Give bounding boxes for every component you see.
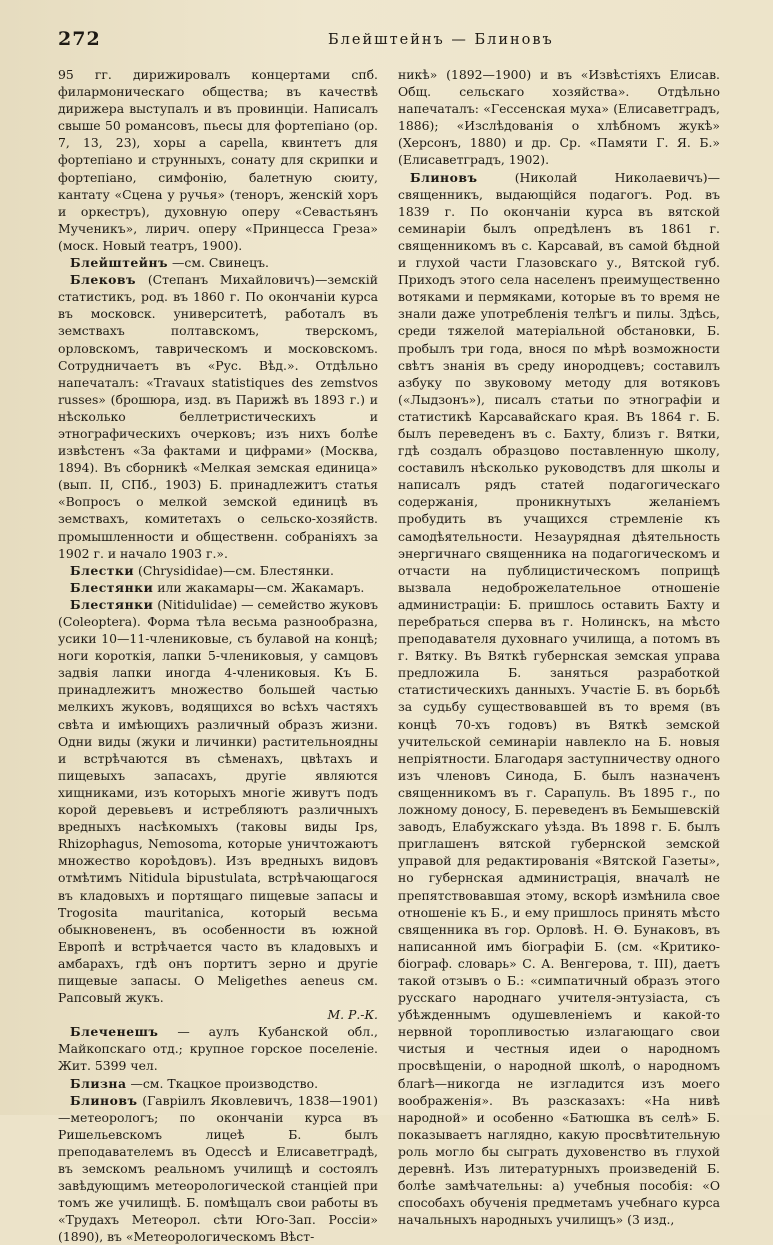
entry-body: (Nitidulidae) — семейство жуковъ (Coleoptera). Форма тѣла весьма разнообразна, усики 10—11-члениковые, съ булавой на концѣ; ноги короткія, лапки 5-члениковыя, у самцовъ задвія лапки иногда 4-члениковыя. Къ Б. принадлежитъ множество большей частью мелкихъ жуковъ, водящихся во всѣхъ частяхъ свѣта и имѣющихъ различный образъ жизни. Одни виды (жуки и личинки) растительноядны и встрѣчаются въ сѣменахъ, цвѣтахъ и пищевыхъ запасахъ, другіе являются хищниками, изъ которыхъ многіе живутъ подъ корой деревьевъ и истребляютъ различныхъ вредныхъ насѣкомыхъ (таковы виды Ips, Rhizophagus, Nemosoma, которые уничтожаютъ множество короѣдовъ). Изъ вредныхъ видовъ отмѣтимъ Nitidula bipustulata, встрѣчающагося въ кладовыхъ и портящаго пищевые запасы и Trogosita mauritanica, который весьма обыкновененъ, въ особенности въ южной Европѣ и встрѣчается часто въ кладовыхъ и амбарахъ, гдѣ онъ портитъ зерно и другіе пищевые запасы. О Meligethes aeneus см. Рапсовый жукъ. xyxy=(58,596,378,1006)
entry-body: (Chrysididae)—см. Блестянки. xyxy=(134,562,334,578)
dictionary-entry xyxy=(58,271,378,562)
page-header xyxy=(58,28,713,56)
entry-body: —см. Свинецъ. xyxy=(168,255,269,271)
entry-body: или жакамары—см. Жакамаръ. xyxy=(153,579,365,595)
left-column xyxy=(58,66,378,1245)
entry-headword: Близна xyxy=(70,1075,127,1091)
entry-headword: Блеченешъ xyxy=(70,1024,159,1040)
running-head: Блейштейнъ — Блиновъ xyxy=(328,32,554,48)
entry-continuation: 95 гг. дирижировалъ концертами спб. филармоническаго общества; въ качествѣ дирижера выступалъ и въ провинціи. Написалъ свыше 50 романсовъ, пьесы для фортепіано (ор. 7, 13, 23), хоры а capella, квинтетъ для фортепіано и струнныхъ, сонату для скрипки и фортепіано, симфонію, балетную сюиту, кантату «Сцена у ручья» (теноръ, женскій хоръ и оркестръ), духовную оперу «Севастьянъ Мученикъ», лирич. оперу «Принцесса Греза» (моск. Новый театръ, 1900). xyxy=(58,67,378,253)
entry-body: (Степанъ Михайловичъ)—земскій статистикъ, род. въ 1860 г. По окончаніи курса въ московск. университетѣ, работалъ въ земствахъ полтавскомъ, тверскомъ, орловскомъ, таврическомъ и московскомъ. Сотрудничаетъ въ «Рус. Вѣд.». Отдѣльно напечаталъ: «Travaux statistiques des zemstvos russes» (брошюра, изд. въ Парижѣ въ 1893 г.) и нѣсколько беллетристическихъ и этнографическихъ очерковъ; изъ нихъ болѣе извѣстенъ «За фактами и цифрами» (Москва, 1894). Въ сборникѣ «Мелкая земская единица» (вып. II, СПб., 1903) Б. принадлежитъ статья «Вопросъ о мелкой земской единицѣ въ земствахъ, комитетахъ о сельско-хозяйств. промышленности и общественн. собраніяхъ за 1902 г. и начало 1903 г.». xyxy=(58,272,378,561)
dictionary-entry xyxy=(58,596,378,1006)
entry-headword: Блестянки xyxy=(70,596,154,612)
dictionary-entry xyxy=(58,579,378,596)
entry-headword: Блековъ xyxy=(70,272,137,288)
entry-body: —см. Ткацкое производство. xyxy=(126,1075,319,1091)
entry-headword: Блестянки xyxy=(70,579,154,595)
right-column xyxy=(398,66,720,1228)
entry-body: (Гаврiилъ Яковлевичъ, 1838—1901)—метеорологъ; по окончаніи курса въ Ришельевскомъ лицеѣ Б. былъ преподавателемъ въ Одессѣ и Елисаветградѣ, въ земскомъ реальномъ училищѣ и состоялъ завѣдующимъ метеорологической станціей при томъ же училищѣ. Б. помѣщалъ свои работы въ «Трудахъ Метеорол. сѣти Юго-Зап. Россіи» (1890), въ «Метеорологическомъ Вѣст- xyxy=(58,1092,378,1245)
entry-headword: Блестки xyxy=(70,562,135,578)
entry-headword: Блиновъ xyxy=(410,169,478,185)
entry-headword: Блейштейнъ xyxy=(70,255,169,271)
entry-body: (Николай Николаевичъ)—священникъ, выдающійся подагогъ. Род. въ 1839 г. По окончаніи курса въ вятской семинаріи былъ опредѣленъ въ 1861 г. священникомъ въ с. Карсавай, въ самой бѣдной и глухой части Глазовскаго у., Вятской губ. Приходъ этого села населенъ преимущественно вотяками и пермяками, которые въ то время не знали даже употребленія телѣгъ и пилы. Здѣсь, среди тяжелой матеріальной обстановки, Б. пробылъ три года, внося по мѣрѣ возможности свѣтъ знанія въ среду инородцевъ; составилъ азбуку по звуковому методу для вотяковъ («Лыдзонъ»), писалъ статьи по этнографіи и статистикѣ Карсавайскаго края. Въ 1864 г. Б. былъ переведенъ въ с. Бахту, близъ г. Вятки, гдѣ создалъ образцово поставленную школу, составилъ нѣсколько руководствъ для школы и написалъ рядъ статей подагогическаго содержанія, проникнутыхъ желаніемъ пробудить въ учащихся стремленіе къ самодѣятельности. Незаурядная дѣятельность энергичнаго священника на подагогическомъ и отчасти на публицистическомъ поприщѣ вызвала недоброжелательное отношеніе администраціи: Б. пришлось оставить Бахту и перебраться сперва въ г. Нолинскъ, на мѣсто преподавателя духовнаго училища, а потомъ въ г. Вятку. Въ Вяткѣ губернская земская управа предложила Б. заняться разработкой статистическихъ данныхъ. Участіе Б. въ борьбѣ за судьбу существовавшей въ то время (въ концѣ 70-хъ годовъ) въ Вяткѣ земской учительской семинаріи навлекло на Б. новыя непріятности. Благодаря заступничеству одного изъ членовъ Синода, Б. былъ назначенъ священникомъ въ г. Сарапуль. Въ 1895 г., по ложному доносу, Б. переведенъ въ Бемышевскій заводъ, Елабужскаго уѣзда. Въ 1898 г. Б. былъ приглашенъ вятской губернской земской управой для редактированія «Вятской Газеты», но губернская администрація, вначалѣ не препятствовавшая этому, вскорѣ измѣнила свое отношеніе къ Б., и ему пришлось принять мѣсто священника въ гор. Орловѣ. Н. Ѳ. Бунаковъ, въ написанной имъ біографіи Б. (см. «Критико-біограф. словарь» С. А. Венгерова, т. III), даетъ такой отзывъ о Б.: «симпатичный образъ этого русскаго народнаго учителя-энтузіаста, съ убѣжденнымъ одушевленіемъ и какой-то нервной торопливостью излагающаго свои чистыя и честныя идеи о народномъ просвѣщеніи, о народной школѣ, о народномъ благѣ—никогда не изгладится изъ моего воображенія». Въ разсказахъ: «На нивѣ народной» и особенно «Батюшка въ селѣ» Б. показываетъ наглядно, какую просвѣтительную роль могло бы сыграть духовенство въ глухой деревнѣ. Изъ литературныхъ произведеній Б. болѣе замѣчательны: а) учебныя пособія: «О способахъ обученія предметамъ учебнаго курса начальныхъ народныхъ училищъ» (3 изд., xyxy=(398,169,720,1228)
dictionary-entry xyxy=(58,1023,378,1074)
page-number: 272 xyxy=(58,28,101,50)
entry-headword: Блиновъ xyxy=(70,1092,138,1108)
entry-continuation: никѣ» (1892—1900) и въ «Извѣстіяхъ Елисав. Общ. сельскаго хозяйства». Отдѣльно напечаталъ: «Гессенская муха» (Елисаветградъ, 1886); «Изслѣдованія о хлѣбномъ жукѣ» (Херсонъ, 1880) и др. Ср. «Памяти Г. Я. Б.» (Елисаветградъ, 1902). xyxy=(398,67,720,168)
dictionary-entry xyxy=(58,562,378,579)
entry-body: — аулъ Кубанской обл., Майкопскаго отд.; крупное горское поселеніе. Жит. 5399 чел. xyxy=(58,1024,378,1074)
author-signature: М. Р.-К. xyxy=(327,1007,378,1023)
dictionary-entry xyxy=(58,1075,378,1092)
dictionary-entry xyxy=(398,169,720,1229)
dictionary-entry xyxy=(58,254,378,271)
